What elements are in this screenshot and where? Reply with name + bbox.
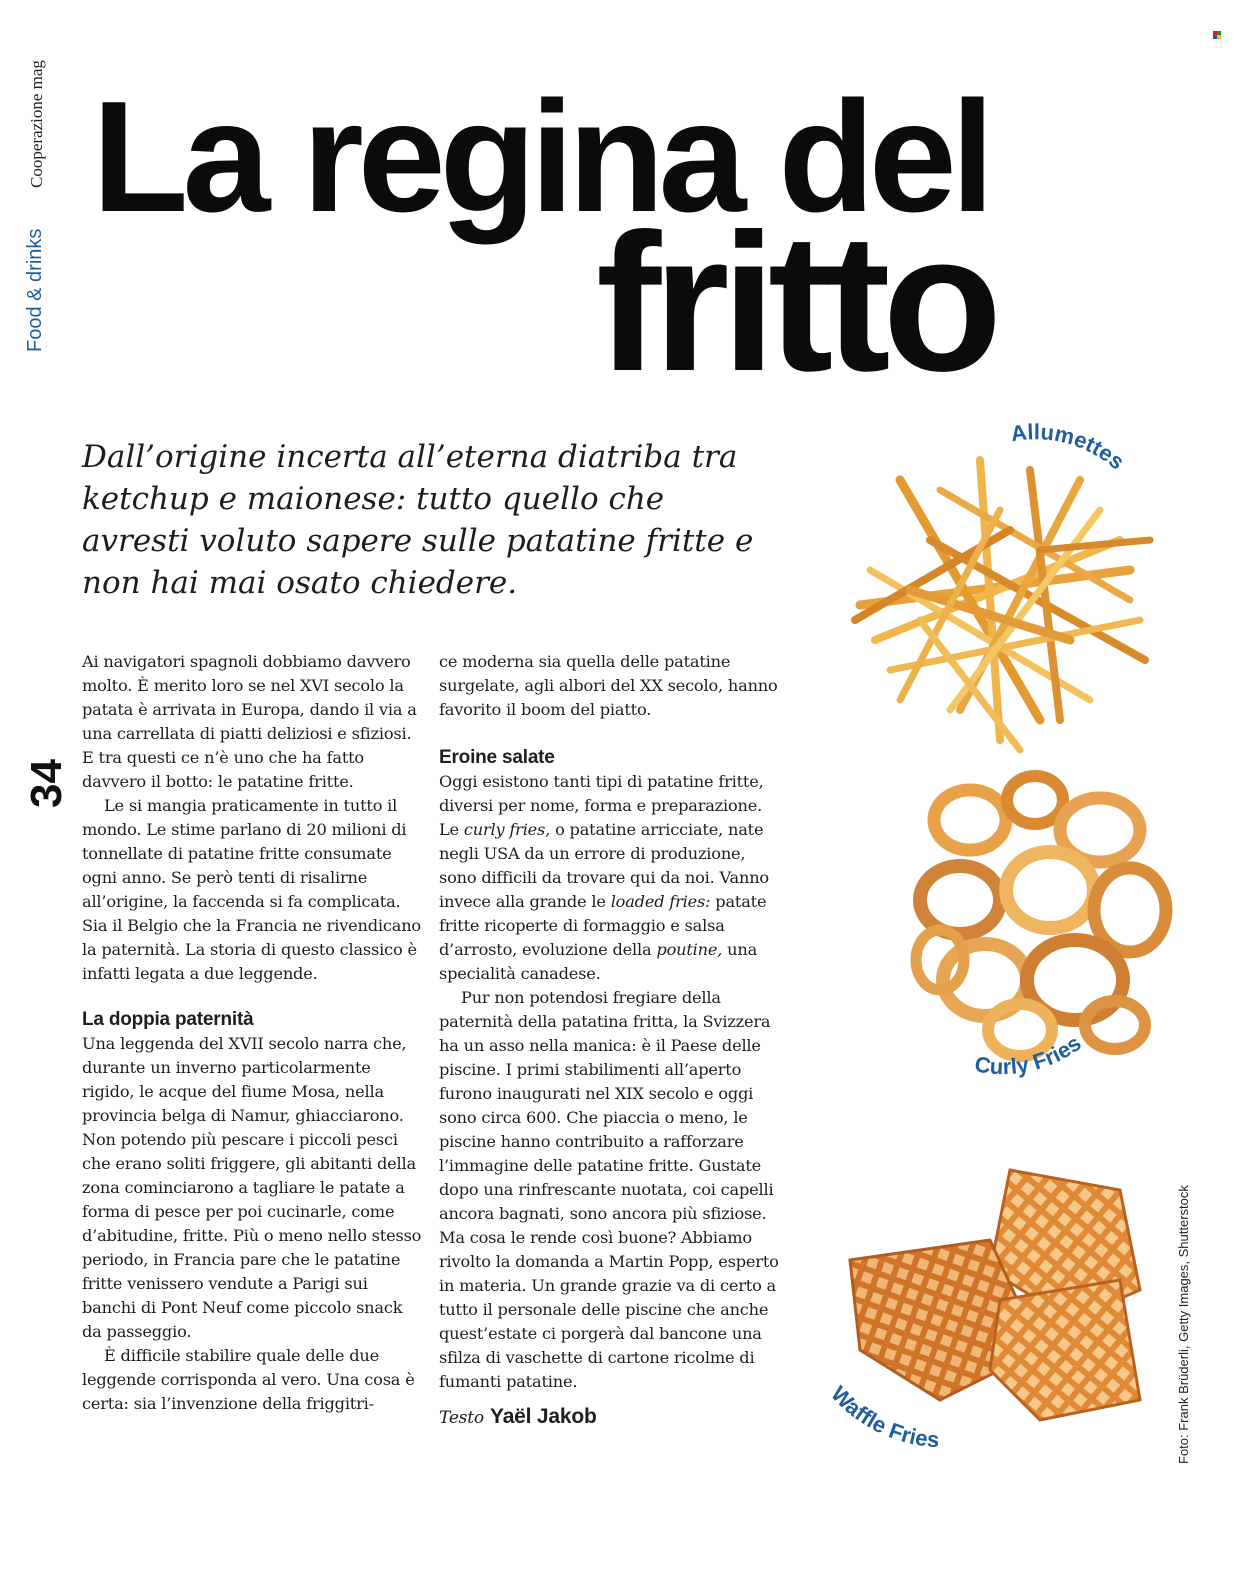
page-number: 34 bbox=[22, 759, 71, 808]
photo-credit: Foto: Frank Brüderli, Getty Images, Shutterstock bbox=[1176, 1185, 1191, 1464]
waffle-fries-label: Waffle Fries bbox=[826, 1381, 941, 1453]
lede: Dall’origine incerta all’eterna diatriba tra ketchup e maionese: tutto quello che avresti voluto sapere sulle patatine fritte e non hai mai osato chiedere. bbox=[82, 439, 754, 601]
allumettes-label: Allumettes bbox=[1009, 420, 1130, 475]
curly-fries-photo bbox=[900, 760, 1190, 1090]
color-registration-mark bbox=[1213, 31, 1223, 39]
allumettes-photo bbox=[840, 420, 1160, 760]
section-label: Food & drinks bbox=[24, 228, 46, 352]
paragraph: Pur non potendosi fregiare della paternità della patatina fritta, la Svizzera ha un asso nella manica: è il Paese delle piscine. I primi stabilimenti all’aperto furono inaugurati nel XIX secolo e oggi sono circa 600. Che piaccia o meno, le piscine hanno contribuito a rafforzare l’immagine delle patatine fritte. Gustate dopo una rinfrescante nuotata, coi capelli ancora bagnati, sono ancora più sfiziose. Ma cosa le rende così buone? Abbiamo rivolto la domanda a Martin Popp, esperto in materia. Un grande grazie va di certo a tutto il personale delle piscine che anche quest’estate ci porgerà dal bancone una sfilza di vaschette di cartone ricolme di fumanti patatine. bbox=[439, 988, 779, 1391]
paragraph: ce moderna sia quella delle patatine surgelate, agli albori del XX secolo, hanno favorito il boom del piatto. bbox=[439, 652, 778, 719]
byline-label: Testo bbox=[439, 1408, 484, 1428]
byline bbox=[439, 1404, 779, 1430]
subheading-doppia-paternita: La doppia paternità bbox=[82, 1009, 254, 1030]
paragraph: È difficile stabilire quale delle due leggende corrisponda al vero. Una cosa è certa: sia l’invenzione della friggitri- bbox=[82, 1346, 415, 1413]
headline-line-1: La regina del bbox=[92, 69, 989, 245]
paragraph: Una leggenda del XVII secolo narra che, durante un inverno particolarmente rigido, le acque del fiume Mosa, nella provincia belga di Namur, ghiacciarono. Non potendo più pescare i piccoli pesci che erano soliti friggere, gli abitanti della zona cominciarono a tagliare le patate a forma di pesce per poi cucinarle, come d’abitudine, fritte. Più o meno nello stesso periodo, in Francia pare che le patatine fritte venissero vendute a Parigi sui banchi di Pont Neuf come piccolo snack da passeggio. bbox=[82, 1034, 422, 1341]
article-column-1 bbox=[82, 650, 422, 1416]
paragraph: Ai navigatori spagnoli dobbiamo davvero molto. È merito loro se nel XVI secolo la patata è arrivata in Europa, dando il via a una carrellata di piatti deliziosi e sfiziosi. E tra questi ce n’è uno che ha fatto davvero il botto: le patatine fritte. bbox=[82, 652, 417, 791]
paragraph: Oggi esistono tanti tipi di patatine fritte, diversi per nome, forma e preparazione. Le curly fries, o patatine arricciate, nate negli USA da un errore di produzione, sono difficili da trovare qui da noi. Vanno invece alla grande le loaded fries: patate fritte ricoperte di formaggio e salsa d’arrosto, evoluzione della poutine, una specialità canadese. bbox=[439, 772, 769, 983]
article-column-2 bbox=[439, 650, 779, 1430]
headline-line-2: fritto bbox=[596, 193, 995, 412]
paragraph: Le si mangia praticamente in tutto il mondo. Le stime parlano di 20 milioni di tonnellate di patatine fritte consumate ogni anno. Se però tenti di risalirne all’origine, la faccenda si fa complicata. Sia il Belgio che la Francia ne rivendicano la paternità. La storia di questo classico è infatti legata a due leggende. bbox=[82, 796, 421, 983]
waffle-fries-photo bbox=[820, 1150, 1170, 1460]
subheading-eroine-salate: Eroine salate bbox=[439, 747, 555, 768]
curly-fries-label: Curly Fries bbox=[972, 1030, 1086, 1080]
magazine-name: Cooperazione mag bbox=[27, 60, 46, 188]
byline-author: Yaël Jakob bbox=[490, 1405, 597, 1428]
